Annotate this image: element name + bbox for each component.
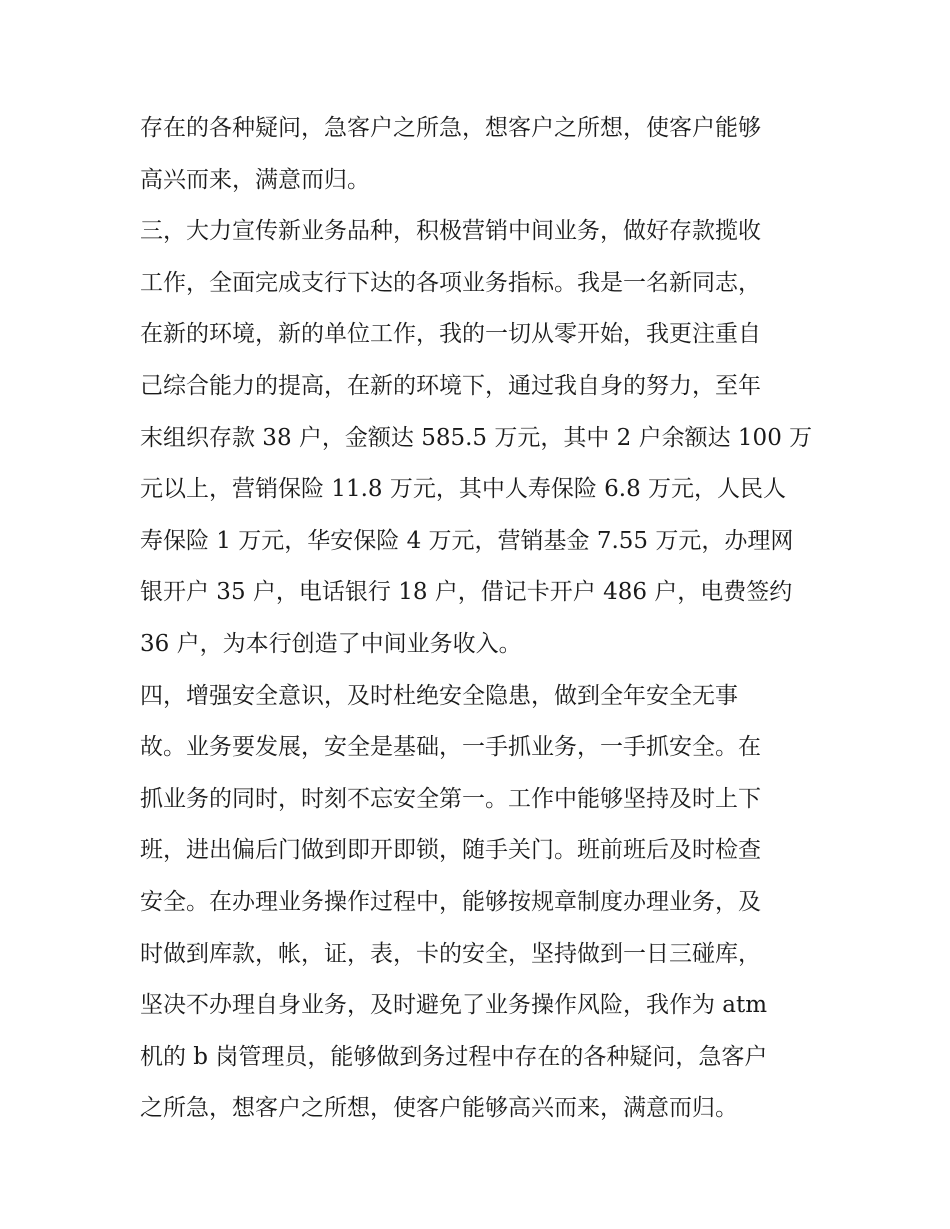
text-line: 己综合能力的提高，在新的环境下，通过我自身的努力，至年	[140, 372, 761, 399]
text-line: 存在的各种疑问，急客户之所急，想客户之所想，使客户能够	[140, 115, 761, 141]
text-line: 时做到库款，帐，证，表，卡的安全，坚持做到一日三碰库，	[140, 940, 761, 967]
text-line: 班，进出偏后门做到即开即锁，随手关门。班前班后及时检查	[140, 837, 761, 864]
text-line: 银开户 35 户，电话银行 18 户，借记卡开户 486 户，电费签约	[140, 579, 793, 606]
document-body	[140, 103, 820, 1135]
text-line: 机的 b 岗管理员，能够做到务过程中存在的各种疑问，急客户	[140, 1043, 768, 1070]
text-line: 三，大力宣传新业务品种，积极营销中间业务，做好存款揽收	[140, 218, 761, 245]
text-line: 四，增强安全意识，及时杜绝安全隐患，做到全年安全无事	[140, 682, 738, 709]
text-line: 寿保险 1 万元，华安保险 4 万元，营销基金 7.55 万元，办理网	[140, 527, 794, 554]
text-line: 元以上，营销保险 11.8 万元，其中人寿保险 6.8 万元，人民人	[140, 476, 787, 503]
text-line: 高兴而来，满意而归。	[140, 166, 370, 193]
text-line: 安全。在办理业务操作过程中，能够按规章制度办理业务，及	[140, 888, 761, 915]
text-line: 36 户，为本行创造了中间业务收入。	[140, 630, 522, 657]
text-line: 在新的环境，新的单位工作，我的一切从零开始，我更注重自	[140, 321, 761, 348]
text-line: 工作，全面完成支行下达的各项业务指标。我是一名新同志，	[140, 269, 761, 296]
text-line: 故。业务要发展，安全是基础，一手抓业务，一手抓安全。在	[140, 734, 761, 761]
text-line: 抓业务的同时，时刻不忘安全第一。工作中能够坚持及时上下	[140, 785, 761, 812]
text-line: 之所急，想客户之所想，使客户能够高兴而来，满意而归。	[140, 1095, 738, 1122]
text-line: 末组织存款 38 户，金额达 585.5 万元，其中 2 户余额达 100 万	[140, 424, 813, 451]
text-line: 坚决不办理自身业务，及时避免了业务操作风险，我作为 atm	[140, 992, 768, 1019]
